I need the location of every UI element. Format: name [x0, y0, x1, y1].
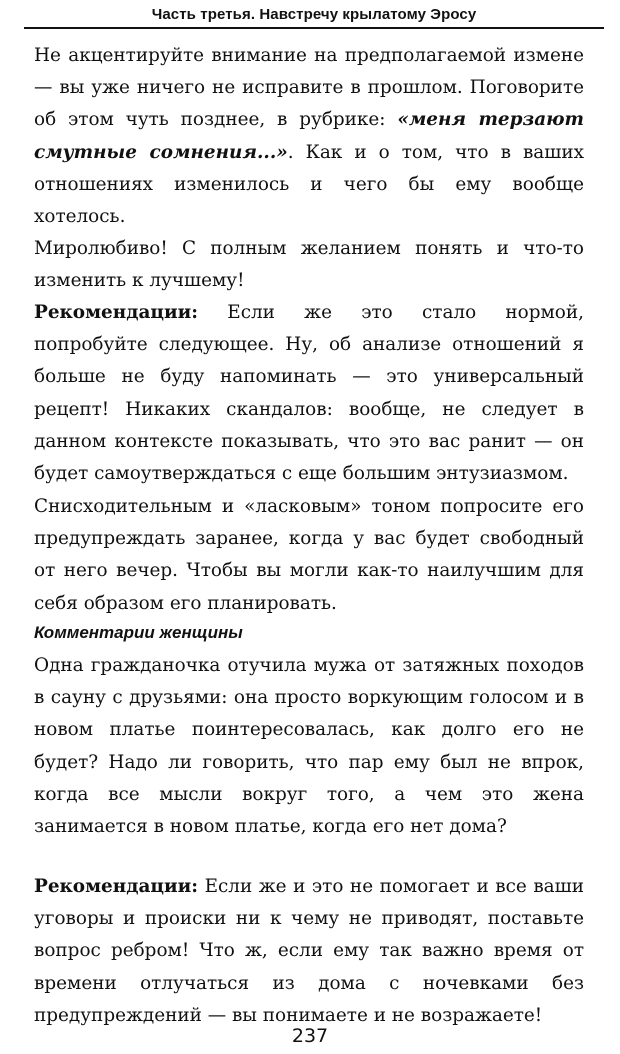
paragraph-1-text-a: Не акцентируйте внимание на предполагаемой измене — вы уже ничего не исправите в прошлом. Поговорите об этом чуть позднее, в рубрике: — [34, 45, 584, 131]
paragraph-4: Снисходительным и «ласковым» тоном попросите его предупреждать заранее, когда у вас будет свободный от него вечер. Чтобы вы могли как-то наилучшим для себя образом его планировать. — [34, 496, 584, 614]
section-heading: Комментарии женщины — [34, 623, 243, 642]
paragraph-3 — [34, 297, 584, 490]
paragraph-6 — [34, 871, 584, 1032]
paragraph-1 — [34, 40, 584, 233]
paragraph-2: Миролюбиво! С полным желанием понять и что-то изменить к лучшему! — [34, 238, 584, 292]
paragraph-1-quote: «меня терзают смутные сомнения...» — [34, 109, 584, 163]
recommendation-label: Рекомендации: — [34, 302, 199, 323]
page-number: 237 — [291, 1025, 329, 1047]
recommendation-label-2: Рекомендации: — [34, 876, 199, 897]
paragraph-6-text: Если же и это не помогает и все ваши уговоры и происки ни к чему не приводят, поставьте вопрос ребром! Что ж, если ему так важно время от времени отлучаться из дома с ночевками без предупреждений — вы понимаете и не возражаете! — [34, 876, 584, 1026]
paragraph-1-text-b: . Как и о том, что в ваших отношениях изменилось и чего бы ему вообще хотелось. — [34, 141, 584, 228]
paragraph-5: Одна гражданочка отучила мужа от затяжных походов в сауну с друзьями: она просто воркующим голосом и в новом платье поинтересовалась, как долго его не будет? Надо ли говорить, что пар ему был не впрок, когда все мысли вокруг того, а чем это жена занимается в новом платье, когда его нет дома? — [34, 655, 584, 838]
header-rule — [24, 27, 604, 29]
paragraph-3-text: Если же это стало нормой, попробуйте следующее. Ну, об анализе отношений я больше не буду напоминать — это универсальный рецепт! Никаких скандалов: вообще, не следует в данном контексте показывать, что это вас ранит — он будет самоутверждаться с еще большим энтузиазмом. — [34, 302, 584, 485]
running-head: Часть третья. Навстречу крылатому Эросу — [151, 6, 477, 23]
